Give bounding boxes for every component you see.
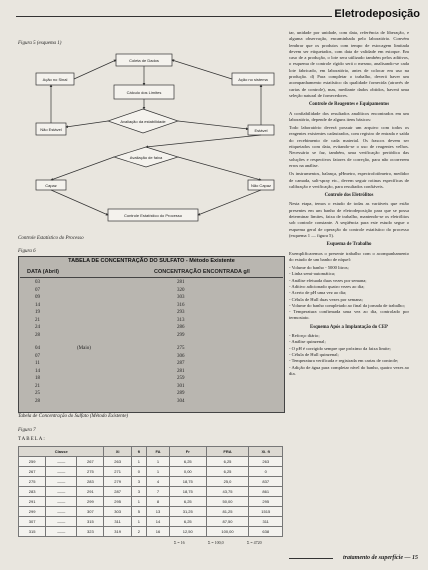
sulfate-date: 18 xyxy=(35,376,40,381)
table-cell: 0 xyxy=(131,467,146,477)
table-cell: 267 xyxy=(19,467,46,477)
table-cell: —— xyxy=(46,457,77,467)
table-row xyxy=(19,497,283,507)
table-cell: —— xyxy=(46,507,77,517)
table-cell: 315 xyxy=(77,517,104,527)
sulfate-header-rule xyxy=(20,277,283,278)
figure7-label: Figura 7 xyxy=(18,428,36,433)
heading-reagentes: Controle de Reagentes e Equipamentos xyxy=(308,102,390,108)
node-avaliacao-estabilidade: Avaliação da estabilidade xyxy=(120,119,166,124)
table-row xyxy=(19,527,283,537)
list-item: - Volume do banho completado ao final da jornada de trabalho; xyxy=(289,302,405,308)
sulfate-value: 306 xyxy=(177,353,185,359)
table-cell: 259 xyxy=(19,457,46,467)
node-capaz: Capaz xyxy=(45,183,57,188)
table-cell: 275 xyxy=(77,467,104,477)
table-cell: 307 xyxy=(77,507,104,517)
table-cell: 291 xyxy=(77,487,104,497)
section-title: Eletrodeposição xyxy=(334,8,420,20)
table-cell: 295 xyxy=(249,497,283,507)
table-cell: —— xyxy=(46,517,77,527)
table-cell: 275 xyxy=(19,477,46,487)
table-cell: 1 xyxy=(131,457,146,467)
sulfate-date: 07 xyxy=(35,287,40,293)
header-rule xyxy=(16,16,332,17)
para-intro: tar, unidade por unidade, com data, referência de liberação, e alguma observação, encaminhada pelo laboratório. Convém lembrar que os produtos com tempo de estocagem limitada devem ser etiquetados, com data de validade em estoque. Em caso de a produção, o lote sera utilizado também pelos aditivos, o esquema de controle rígido será o mesmo, analisando-se cada lote fabricado, em laboratório, antes de colocar em uso na produção. d) Para completar o trabalho, deverá haver um acompanhamento estatístico da qualidade fornecida (através de cartas de controle), mas, mediante dados obtidos, haverá uma seleção natural de fornecedores. xyxy=(289,30,409,98)
node-nao-capaz: Não Capaz xyxy=(250,183,272,188)
list-item: - Temperatura verificada e registrada em cartas de controle; xyxy=(289,358,399,364)
list-item: - Análise quinzenal; xyxy=(289,339,326,345)
table-cell: 323 xyxy=(77,527,104,537)
sulfate-date: 19 xyxy=(35,310,40,315)
sulfate-date: 11 xyxy=(35,361,40,366)
node-acao-sistema: Ação no sistema xyxy=(238,77,268,82)
sum-xifi: Σ = 4720 xyxy=(247,540,262,545)
node-avaliacao-faixa: Avaliação de faixa xyxy=(129,155,163,160)
sum-fi: Σ = 16 xyxy=(174,540,185,545)
list-item: - Célula de Hull quinzenal; xyxy=(289,351,339,357)
sulfate-date: 25 xyxy=(35,391,40,396)
table-cell: 311 xyxy=(249,517,283,527)
table-cell: 31,25 xyxy=(169,507,206,517)
list-item: - Temperatura confirmada uma vez ao dia, controlado por termostato. xyxy=(289,309,409,321)
para-4: Nesta etapa, temos o estudo de todas as variáveis que estão presentes em um banho de eletrodeposição para que se possa determinar limites, faixa de trabalho, mantendo-se os eletrólitos sob controle constante. A seqüência para este estudo segue o esquema geral de operação do controle estatístico do processo (esquema 1 — figura 5). xyxy=(289,201,409,238)
table-cell: 283 xyxy=(77,477,104,487)
table-cell: —— xyxy=(46,467,77,477)
sulfate-date: 14 xyxy=(35,368,40,374)
sulfate-row xyxy=(19,332,284,340)
table-cell: 315 xyxy=(19,527,46,537)
node-nao-estavel: Não Estável xyxy=(40,127,62,132)
table-cell: 287 xyxy=(104,487,131,497)
table-cell: 25,0 xyxy=(206,477,249,487)
figure7-sublabel: TABELA: xyxy=(18,437,46,442)
para-5: Exemplificaremos o presente trabalho com o acompanhamento do estudo de um banho de níquel: xyxy=(289,250,409,262)
sulfate-col-date: DATA (Abril) xyxy=(27,269,59,275)
flowchart xyxy=(28,49,280,232)
table-row xyxy=(19,487,283,497)
sulfate-value: 303 xyxy=(177,295,185,300)
sulfate-date: 03 xyxy=(35,280,40,285)
table-cell: 299 xyxy=(19,507,46,517)
node-controle: Controle Estatístico do Processo xyxy=(123,213,183,218)
sulfate-row xyxy=(19,398,284,406)
table-cell: 1 xyxy=(147,467,170,477)
sulfate-value: 286 xyxy=(177,325,185,330)
list-item: - Adição de água para completar nível do banho, quatro vezes ao dia. xyxy=(289,364,409,376)
article-column xyxy=(289,30,409,377)
table-cell: 43,75 xyxy=(206,487,249,497)
freq-header: FA xyxy=(147,447,170,457)
table-cell: 2 xyxy=(131,527,146,537)
sulfate-value: 281 xyxy=(177,368,185,374)
sulfate-value: 313 xyxy=(177,317,185,323)
footer-rule xyxy=(289,558,333,559)
table-cell: 295 xyxy=(104,497,131,507)
sulfate-month-label: (Maio) xyxy=(77,346,91,351)
table-row xyxy=(19,507,283,517)
sulfate-date: 21 xyxy=(35,317,40,323)
table-cell: 100,00 xyxy=(206,527,249,537)
table-cell: —— xyxy=(46,487,77,497)
sulfate-date: 14 xyxy=(35,302,40,308)
table-cell: 0 xyxy=(249,467,283,477)
table-cell: 6,25 xyxy=(169,517,206,527)
page-footer: tratamento de superfície — 15 xyxy=(343,555,418,561)
figure6-caption: Tabela de Concentração do Sulfato (Método Existente) xyxy=(18,414,129,419)
sulfate-date: 24 xyxy=(35,325,40,330)
list-item: - Aditivo adicionado quatro vezes ao dia; xyxy=(289,283,365,289)
sulfate-date: 07 xyxy=(35,353,40,359)
table-cell: 861 xyxy=(249,487,283,497)
sum-fr: Σ = 100,0 xyxy=(208,540,224,545)
sulfate-value: 293 xyxy=(177,310,185,315)
table-cell: 7 xyxy=(147,487,170,497)
sulfate-value: 299 xyxy=(177,332,185,338)
figure6-label: Figura 6 xyxy=(18,249,36,254)
sulfate-value: 320 xyxy=(177,287,185,293)
sulfate-date: 09 xyxy=(35,295,40,300)
para-1: A confiabilidade dos resultados analíticos encontrados em um laboratório, depende de alguns itens básicos: xyxy=(289,110,409,122)
table-cell: 3 xyxy=(131,487,146,497)
table-cell: 279 xyxy=(104,477,131,487)
table-cell: —— xyxy=(46,527,77,537)
sulfate-value: 287 xyxy=(177,361,185,366)
list-item: - Análise efetuada duas vezes por semana; xyxy=(289,277,367,283)
frequency-table xyxy=(18,446,283,537)
table-cell: 12,50 xyxy=(169,527,206,537)
sulfate-table xyxy=(18,256,285,413)
table-cell: 8 xyxy=(147,497,170,507)
table-cell: 16 xyxy=(147,527,170,537)
table-cell: 13 xyxy=(147,507,170,517)
freq-header: Xi xyxy=(104,447,131,457)
list-before-cep xyxy=(289,265,409,322)
table-cell: 6,25 xyxy=(169,457,206,467)
table-cell: 263 xyxy=(104,457,131,467)
freq-header: Classe xyxy=(19,447,104,457)
table-cell: 6,25 xyxy=(169,497,206,507)
table-cell: 283 xyxy=(19,487,46,497)
sulfate-value: 259 xyxy=(177,376,185,381)
table-cell: 18,75 xyxy=(169,487,206,497)
table-cell: 3 xyxy=(131,477,146,487)
sulfate-value: 289 xyxy=(177,391,185,396)
list-item: - Acerto de pH uma vez ao dia; xyxy=(289,290,347,296)
sulfate-table-title: TABELA DE CONCENTRAÇÃO DO SULFATO - Método Existente xyxy=(68,258,235,264)
table-cell: 87,50 xyxy=(206,517,249,527)
table-cell: —— xyxy=(46,497,77,507)
sulfate-date: 21 xyxy=(35,383,40,389)
list-after-cep xyxy=(289,333,409,377)
figure5-caption: Figura 5 (esquema 1) xyxy=(18,41,62,46)
table-cell: 267 xyxy=(77,457,104,467)
list-item: - Reforço diário; xyxy=(289,333,320,339)
table-cell: 5 xyxy=(131,507,146,517)
table-cell: 837 xyxy=(249,477,283,487)
table-cell: 6,25 xyxy=(206,467,249,477)
table-cell: 263 xyxy=(249,457,283,467)
table-cell: 6,25 xyxy=(206,457,249,467)
table-row xyxy=(19,457,283,467)
table-cell: 638 xyxy=(249,527,283,537)
table-cell: 50,00 xyxy=(206,497,249,507)
table-cell: —— xyxy=(46,477,77,487)
table-cell: 307 xyxy=(19,517,46,527)
node-coleta: Coleta de Dados xyxy=(129,58,159,63)
sulfate-date: 04 xyxy=(35,346,40,351)
sulfate-value: 275 xyxy=(177,346,185,351)
table-cell: 0,00 xyxy=(169,467,206,477)
freq-header: Xi. fi xyxy=(249,447,283,457)
table-cell: 1515 xyxy=(249,507,283,517)
table-row xyxy=(19,477,283,487)
table-cell: 291 xyxy=(19,497,46,507)
para-2: Todo laboratório deverá possuir um arquivo com todos os reagentes existentes cadastrados, com registro de entrada e saída do recebimento de cada material. Os frascos devem ser etiquetados com data, evitando-se o uso de reagentes velhos. Necessário se faz, também, uma verificação periódica das soluções e respectivos fatores de correção, para não ocorrerem erros na análise. xyxy=(289,125,409,168)
table-cell: 271 xyxy=(104,467,131,477)
table-cell: 1 xyxy=(131,517,146,527)
table-cell: 311 xyxy=(104,517,131,527)
sulfate-value: 304 xyxy=(177,398,185,404)
sulfate-value: 281 xyxy=(177,280,185,285)
table-row xyxy=(19,517,283,527)
sulfate-col-conc: CONCENTRAÇÃO ENCONTRADA g/l xyxy=(154,269,250,275)
sulfate-value: 301 xyxy=(177,383,185,389)
table-cell: 1 xyxy=(131,497,146,507)
node-acao-sinal: Ação no Sinal xyxy=(42,77,68,82)
table-cell: 18,75 xyxy=(169,477,206,487)
list-item: - O pH é corrigido sempre que próximo da faixa limite; xyxy=(289,345,391,351)
node-calculo: Cálculo dos Limites xyxy=(126,90,162,95)
heading-esquema: Esquema de Trabalho xyxy=(326,242,372,248)
table-cell: 319 xyxy=(104,527,131,537)
list-item: - Célula de Hull duas vezes por semana; xyxy=(289,296,363,302)
flowchart-svg xyxy=(28,49,280,232)
node-estavel: Estável xyxy=(254,128,268,133)
table-cell: 1 xyxy=(147,457,170,467)
sulfate-date: 28 xyxy=(35,398,40,404)
freq-header: FRA xyxy=(206,447,249,457)
list-item: - Volume do banho - 5000 litros; xyxy=(289,265,349,271)
sulfate-date: 28 xyxy=(35,332,40,338)
sulfate-value: 316 xyxy=(177,302,185,308)
table-cell: 303 xyxy=(104,507,131,517)
table-cell: 299 xyxy=(77,497,104,507)
table-cell: 14 xyxy=(147,517,170,527)
para-3: Os instrumentos, balança, pHmetro, espectrofotômetro, medidor de camada, salt-spray etc., devem seguir rotinas específicas de calibração e verificação, para resultados confiáveis. xyxy=(289,171,409,189)
figure5-subcaption: Controle Estatístico do Processo xyxy=(18,236,84,241)
table-row xyxy=(19,467,283,477)
freq-header: fi xyxy=(131,447,146,457)
freq-header: Fr xyxy=(169,447,206,457)
heading-cep: Esquema Após a Implantação do CEP xyxy=(310,324,388,330)
list-item: - Linha semi-automática; xyxy=(289,271,336,277)
heading-eletrolitos: Controle dos Eletrólitos xyxy=(324,193,374,199)
table-cell: 81,25 xyxy=(206,507,249,517)
table-cell: 4 xyxy=(147,477,170,487)
